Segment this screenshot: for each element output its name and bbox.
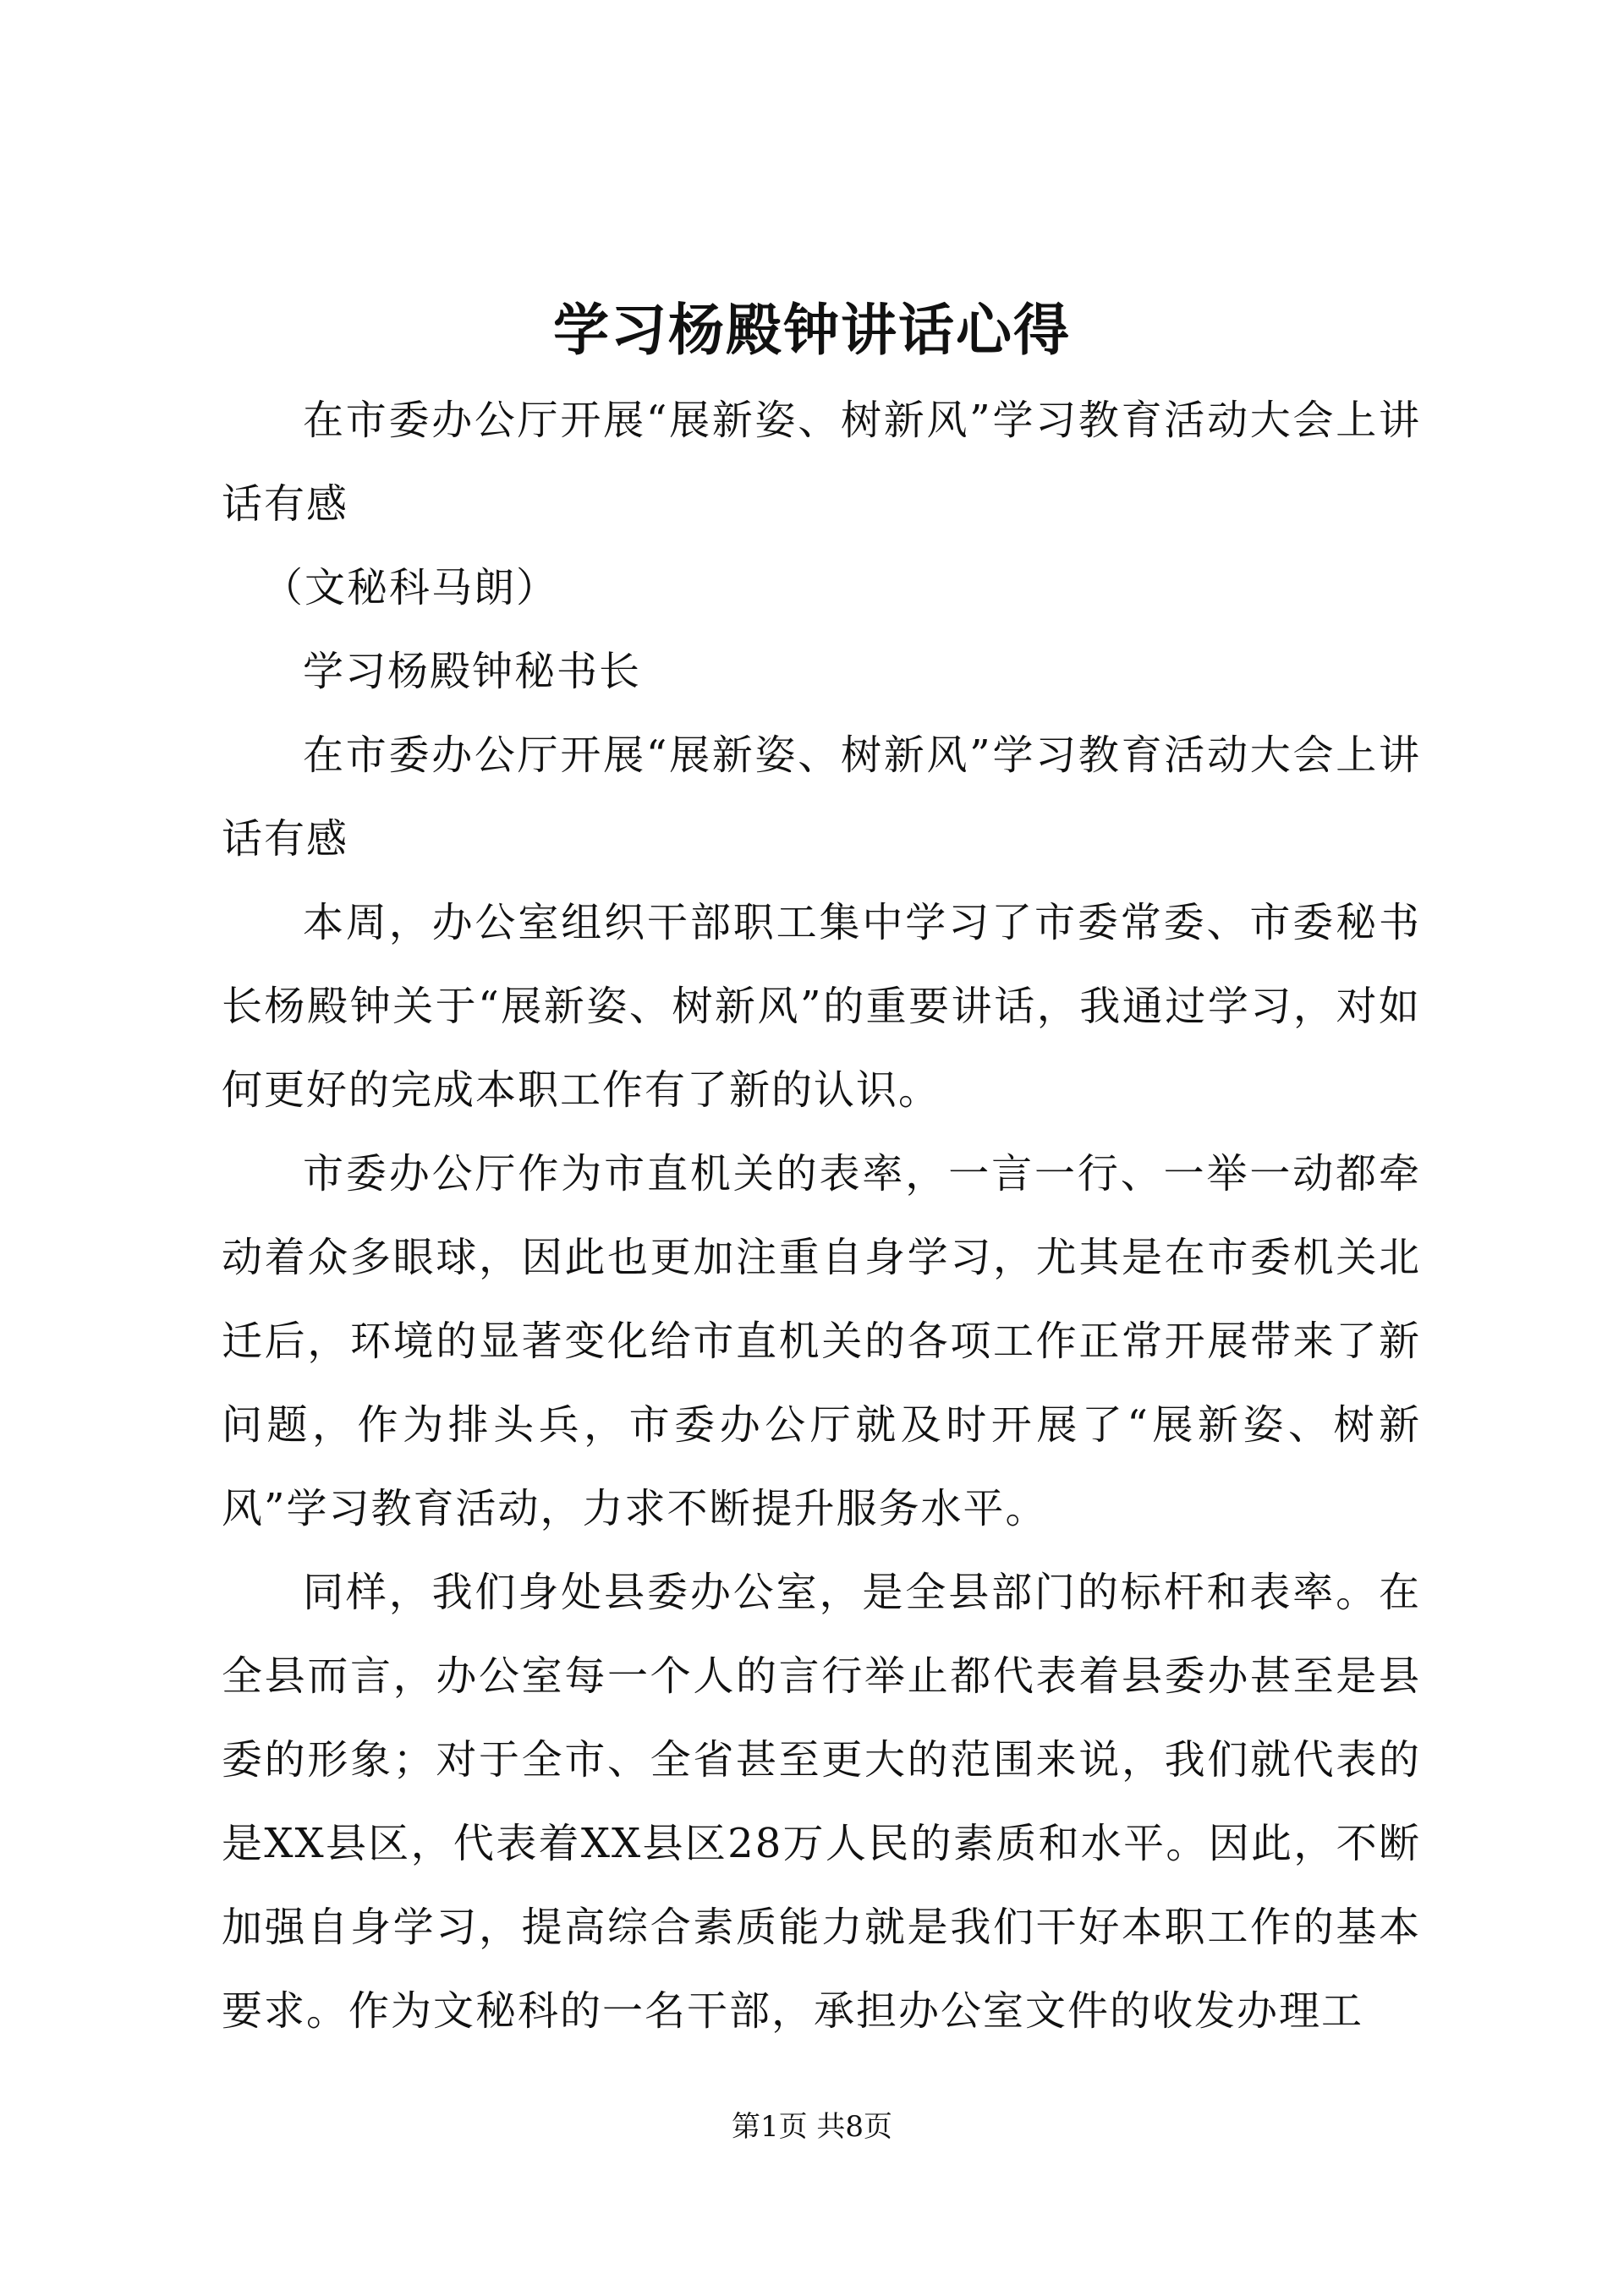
page-footer: 第1页 共8页 bbox=[731, 2110, 893, 2144]
page-title: 学习杨殿钟讲话心得 bbox=[553, 297, 1071, 363]
paragraph-body-2: 同样，我们身处县委办公室，是全县部门的标杆和表率。在全县而言，办公室每一个人的言行举止都代表着县委办甚至是县委的形象；对于全市、全省甚至更大的范围来说，我们就代表的是XX县区，代表着XX县区28万人民的素质和水平。因此，不断加强自身学习，提高综合素质能力就是我们干好本职工作的基本要求。作为文秘科的一名干部，承担办公室文件的收发办理工 bbox=[222, 1569, 1421, 2035]
paragraph-body-1: 市委办公厅作为市直机关的表率，一言一行、一举一动都牵动着众多眼球，因此也更加注重自身学习，尤其是在市委机关北迁后，环境的显著变化给市直机关的各项工作正常开展带来了新问题，作为排头兵，市委办公厅就及时开展了“展新姿、树新风”学习教育活动，力求不断提升服务水平。 bbox=[222, 1150, 1421, 1532]
paragraph-subtitle-2: 在市委办公厅开展“展新姿、树新风”学习教育活动大会上讲话有感 bbox=[222, 732, 1421, 863]
document-body bbox=[222, 379, 1421, 2053]
paragraph-subtitle-heading: 学习杨殿钟秘书长 bbox=[303, 648, 642, 695]
paragraph-author: （文秘科马朗） bbox=[262, 564, 559, 611]
paragraph-subtitle-1: 在市委办公厅开展“展新姿、树新风”学习教育活动大会上讲话有感 bbox=[222, 397, 1421, 528]
paragraph-intro: 本周，办公室组织干部职工集中学习了市委常委、市委秘书长杨殿钟关于“展新姿、树新风”的重要讲话，我通过学习，对如何更好的完成本职工作有了新的认识。 bbox=[222, 899, 1421, 1114]
